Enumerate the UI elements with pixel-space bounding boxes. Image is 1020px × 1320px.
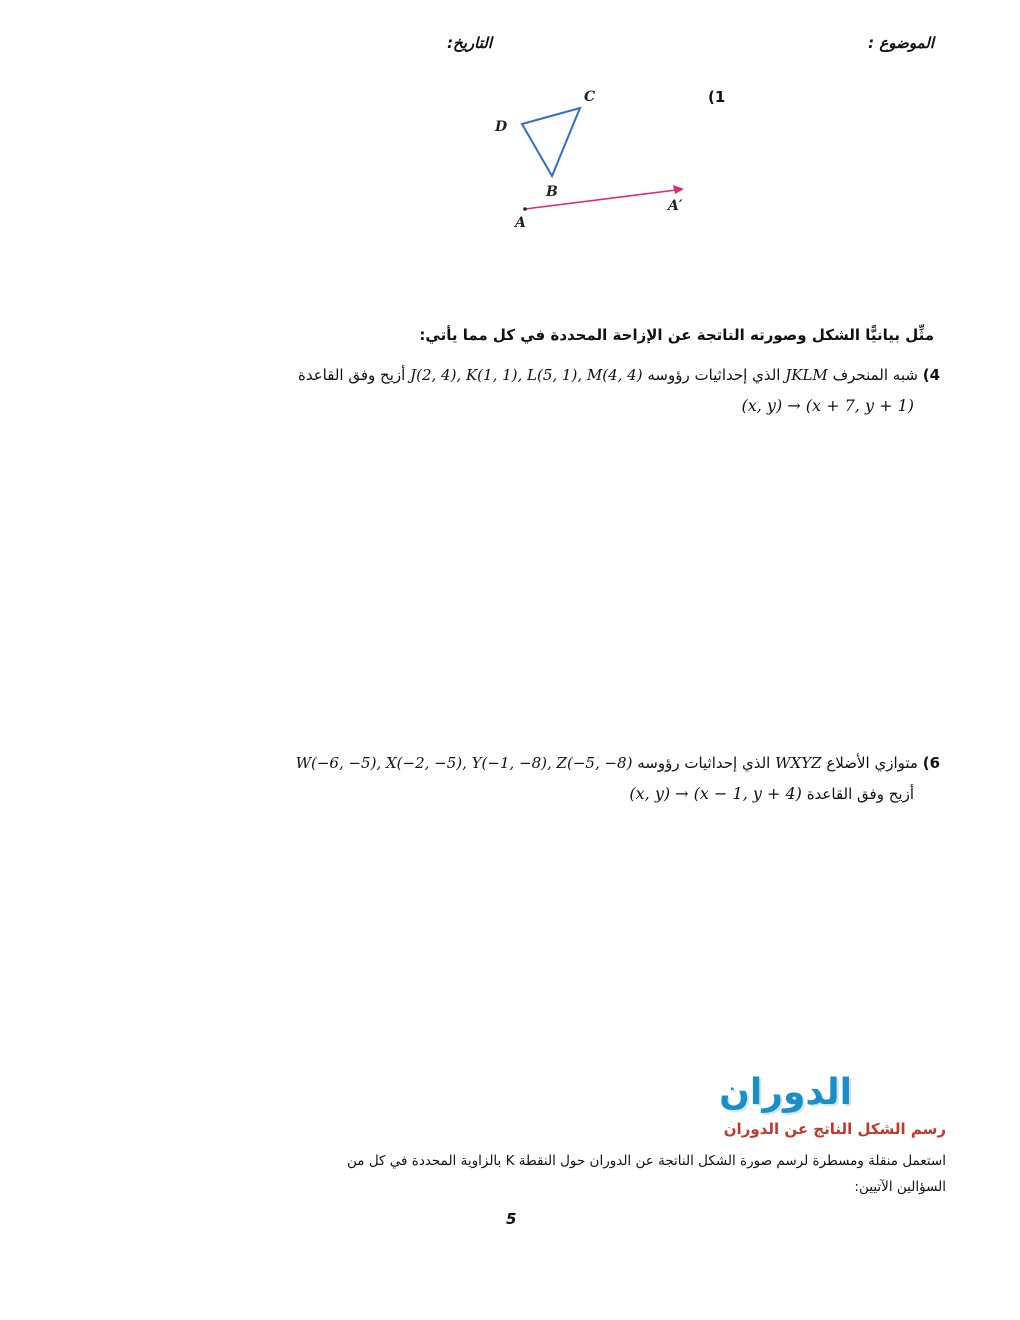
q6-coordinates: W(−6, −5), X(−2, −5), Y(−1, −8), Z(−5, −8): [295, 754, 633, 772]
q6-vertices-label: الذي إحداثيات رؤوسه: [637, 754, 771, 772]
rotation-subtitle: رسم الشكل الناتج عن الدوران: [723, 1120, 946, 1138]
label-a: A: [515, 215, 526, 231]
q4-coordinates: J(2, 4), K(1, 1), L(5, 1), M(4, 4): [410, 366, 643, 384]
q6-rule-label: أزيح وفق القاعدة: [806, 785, 914, 803]
question-6-number: 6): [922, 754, 940, 772]
q4-shape-label: شبه المنحرف: [832, 366, 918, 384]
point-a: [523, 207, 527, 211]
rotation-instructions-line2: السؤالين الآتيين:: [854, 1179, 946, 1195]
translation-figure: [480, 80, 710, 240]
subject-label: الموضوع :: [868, 34, 934, 52]
rotation-instructions-line1: استعمل منقلة ومسطرة لرسم صورة الشكل الناتجة عن الدوران حول النقطة K بالزاوية المحددة في كل من: [347, 1153, 946, 1169]
q6-shape-name: WXYZ: [775, 754, 822, 772]
rotation-instructions: [306, 1148, 946, 1200]
q4-rule: (x, y) → (x + 7, y + 1): [741, 396, 914, 415]
question-4-line1: [298, 366, 940, 384]
rotation-title: الدوران: [719, 1072, 852, 1113]
q4-rule-label: أزيح وفق القاعدة: [298, 366, 406, 384]
q6-shape-label: متوازي الأضلاع: [826, 754, 918, 772]
figure-number: (1: [708, 88, 726, 106]
label-d: D: [495, 119, 508, 135]
label-a-prime: A′: [668, 198, 683, 214]
page-number: 5: [506, 1210, 517, 1228]
q6-rule: (x, y) → (x − 1, y + 4): [629, 784, 802, 803]
triangle-bcd: [522, 108, 580, 176]
label-c: C: [584, 89, 596, 105]
section-instruction: مثِّل بيانيًّا الشكل وصورته الناتجة عن الإزاحة المحددة في كل مما يأتي:: [419, 326, 934, 344]
q4-shape-name: JKLM: [785, 366, 828, 384]
question-6-line2: [629, 784, 914, 803]
question-6-line1: [296, 754, 940, 772]
question-4-number: 4): [922, 366, 940, 384]
q4-vertices-label: الذي إحداثيات رؤوسه: [647, 366, 781, 384]
label-b: B: [546, 184, 558, 200]
date-label: التاريخ:: [447, 34, 492, 52]
vector-arrowhead: [673, 185, 684, 194]
